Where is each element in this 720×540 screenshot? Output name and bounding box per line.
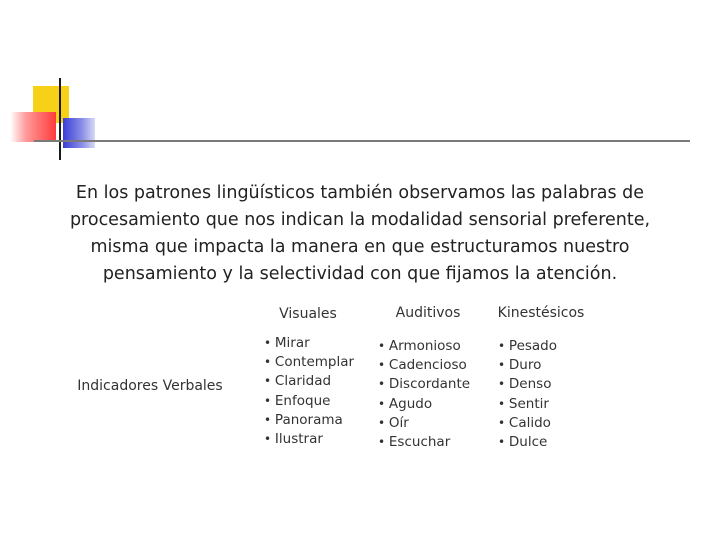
- list-item: • Agudo: [378, 395, 470, 414]
- decor-vertical-line: [59, 78, 61, 160]
- list-kinestesicos: [498, 337, 557, 452]
- list-item: • Armonioso: [378, 337, 470, 356]
- list-item: • Denso: [498, 375, 557, 394]
- list-item: • Oír: [378, 414, 470, 433]
- list-item: • Dulce: [498, 433, 557, 452]
- list-item: • Contemplar: [264, 353, 354, 372]
- row-label-indicadores: Indicadores Verbales: [77, 378, 223, 394]
- decor-blue-square: [63, 118, 95, 148]
- list-item: • Panorama: [264, 411, 354, 430]
- list-item: • Pesado: [498, 337, 557, 356]
- list-item: • Mirar: [264, 334, 354, 353]
- list-item: • Discordante: [378, 375, 470, 394]
- list-item: • Claridad: [264, 372, 354, 391]
- column-header-kinestesicos: Kinestésicos: [497, 305, 585, 321]
- column-header-visuales: Visuales: [279, 306, 337, 322]
- list-item: • Sentir: [498, 395, 557, 414]
- list-item: • Calido: [498, 414, 557, 433]
- list-auditivos: [378, 337, 470, 452]
- list-item: • Enfoque: [264, 392, 354, 411]
- list-item: • Cadencioso: [378, 356, 470, 375]
- intro-paragraph: En los patrones lingüísticos también observamos las palabras de procesamiento que nos indican la modalidad sensorial preferente, misma que impacta la manera en que estructuramos nuestro pensamiento y la selectividad con que fijamos la atención.: [69, 183, 651, 284]
- list-item: • Ilustrar: [264, 430, 354, 449]
- list-item: • Duro: [498, 356, 557, 375]
- list-visuales: [264, 334, 354, 449]
- decor-red-square: [10, 112, 56, 142]
- list-item: • Escuchar: [378, 433, 470, 452]
- column-header-auditivos: Auditivos: [395, 305, 461, 321]
- title-rule: [34, 140, 690, 142]
